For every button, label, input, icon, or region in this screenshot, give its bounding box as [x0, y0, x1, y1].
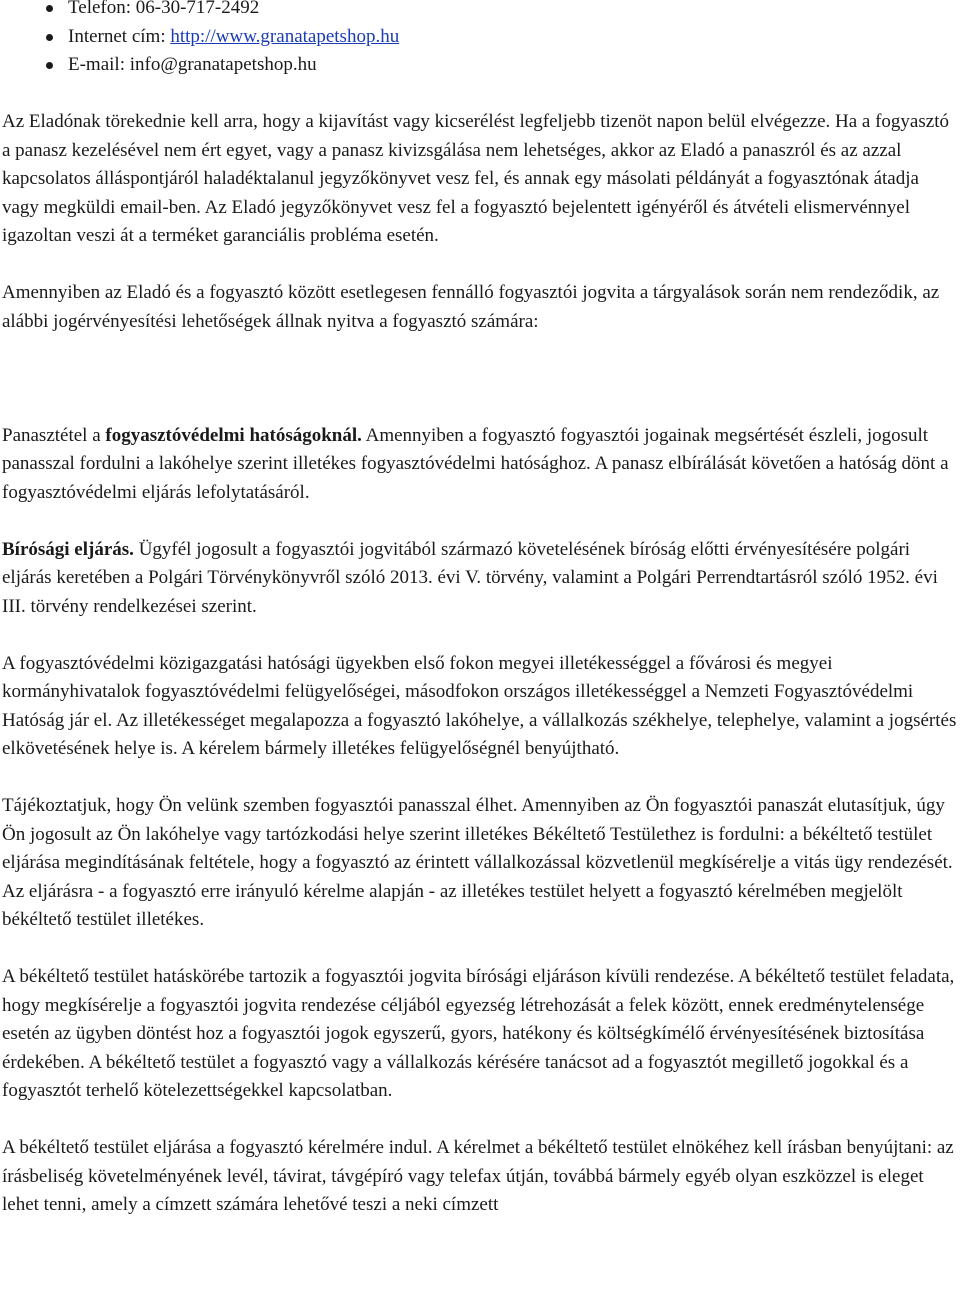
spacer	[0, 336, 960, 422]
website-link[interactable]: http://www.granatapetshop.hu	[170, 25, 400, 47]
website-label: Internet cím:	[68, 25, 171, 47]
paragraph-authority-competence: A fogyasztóvédelmi közigazgatási hatósági ügyekben első fokon megyei illetékességgel a fővárosi és megyei kormányhivatalok fogyasztóvédelmi felügyelőségei, másodfokon országos illetékességgel a Nemzeti Fogyasztóvédelmi Hatóság jár el. Az illetékességet megalapozza a fogyasztó lakóhelye, a vállalkozás székhelye, telephelye, valamint a jogsértés elkövetésének helye is. A kérelem bármely illetékes felügyelőségnél benyújtható.	[2, 652, 957, 759]
paragraph-dispute-options: Amennyiben az Eladó és a fogyasztó között esetlegesen fennálló fogyasztói jogvita a tárgyalások során nem rendeződik, az alábbi jogérvényesítési lehetőségek állnak nyitva a fogyasztó számára:	[2, 282, 940, 332]
spacer	[0, 507, 960, 536]
bold-heading: Bírósági eljárás.	[2, 538, 134, 560]
paragraph-conciliation-board: Tájékoztatjuk, hogy Ön velünk szemben fogyasztói panasszal élhet. Amennyiben az Ön fogyasztói panaszát elutasítjuk, úgy Ön jogosult az Ön lakóhelye vagy tartózkodási helye szerint illetékes Békéltető Testülethez is fordulni: a békéltető testület eljárása megindításának feltétele, hogy a fogyasztó az érintett vállalkozással közvetlenül megkísérelje a vitás ügy rendezését. Az eljárásra - a fogyasztó erre irányuló kérelme alapján - az illetékes testület helyett a fogyasztó kérelmében megjelölt békéltető testület illetékes.	[2, 795, 953, 930]
paragraph-board-competence: A békéltető testület hatáskörébe tartozik a fogyasztói jogvita bírósági eljáráson kívüli rendezése. A békéltető testület feladata, hogy megkísérelje a fogyasztói jogvita rendezése céljából egyezség létrehozását a felek között, ennek eredménytelensége esetén az ügyben döntést hoz a fogyasztói jogok egyszerű, gyors, hatékony és költségkímélő érvényesítésének biztosítása érdekében. A békéltető testület a fogyasztó vagy a vállalkozás kérésére tanácsot ad a fogyasztót megillető jogokkal és a fogyasztót terhelő kötelezettségekkel kapcsolatban.	[2, 966, 955, 1101]
text-segment: Amennyiben a fogyasztó fogyasztói jogainak megsértését észleli, jogosult panasszal fordulni a lakóhelye szerint illetékes fogyasztóvédelmi hatósághoz. A panasz elbírálását követően a hatóság dönt a fogyasztóvédelmi eljárás lefolytatásáról.	[2, 424, 949, 503]
contact-list	[0, 0, 960, 80]
contact-website	[68, 23, 960, 52]
paragraph-repair-deadline: Az Eladónak törekednie kell arra, hogy a kijavítást vagy kicserélést legfeljebb tizenöt napon belül elvégezze. Ha a fogyasztó a panasz kezelésével nem ért egyet, vagy a panasz kivizsgálása nem lehetséges, akkor az Eladó a panaszról és az azzal kapcsolatos álláspontjáról haladéktalanul jegyzőkönyvet vesz fel, és annak egy másolati példányát a fogyasztónak átadja vagy megküldi email-ben. Az Eladó jegyzőkönyvet vesz fel a fogyasztó bejelentett igényéről és átvételi elismervénnyel igazoltan veszi át a terméket garanciális probléma esetén.	[2, 111, 949, 246]
text-segment: Ügyfél jogosult a fogyasztói jogvitából származó követelésének bíróság előtti érvényesítésére polgári eljárás keretében a Polgári Törvénykönyvről szóló 2013. évi V. törvény, valamint a Polgári Perrendtartásról szóló 1952. évi III. törvény rendelkezései szerint.	[2, 538, 938, 617]
spacer	[0, 251, 960, 280]
contact-email	[68, 51, 960, 80]
spacer	[0, 764, 960, 793]
paragraph-court-procedure	[0, 536, 960, 622]
spacer	[0, 1106, 960, 1135]
bold-heading: fogyasztóvédelmi hatóságoknál.	[105, 424, 362, 446]
spacer	[0, 80, 960, 109]
phone-text: Telefon: 06-30-717-2492	[68, 0, 260, 18]
paragraph-authority-complaint	[0, 422, 960, 508]
paragraph-board-procedure: A békéltető testület eljárása a fogyasztó kérelmére indul. A kérelmet a békéltető testület elnökéhez kell írásban benyújtani: az írásbeliség követelményének levél, távirat, távgépíró vagy telefax útján, továbbá bármely egyéb olyan eszközzel is eleget lehet tenni, amely a címzett számára lehetővé teszi a neki címzett	[2, 1137, 954, 1215]
email-text: E-mail: info@granatapetshop.hu	[68, 54, 317, 75]
text-segment: Panasztétel a	[2, 424, 106, 446]
contact-phone	[68, 0, 960, 23]
spacer	[0, 935, 960, 964]
spacer	[0, 621, 960, 650]
